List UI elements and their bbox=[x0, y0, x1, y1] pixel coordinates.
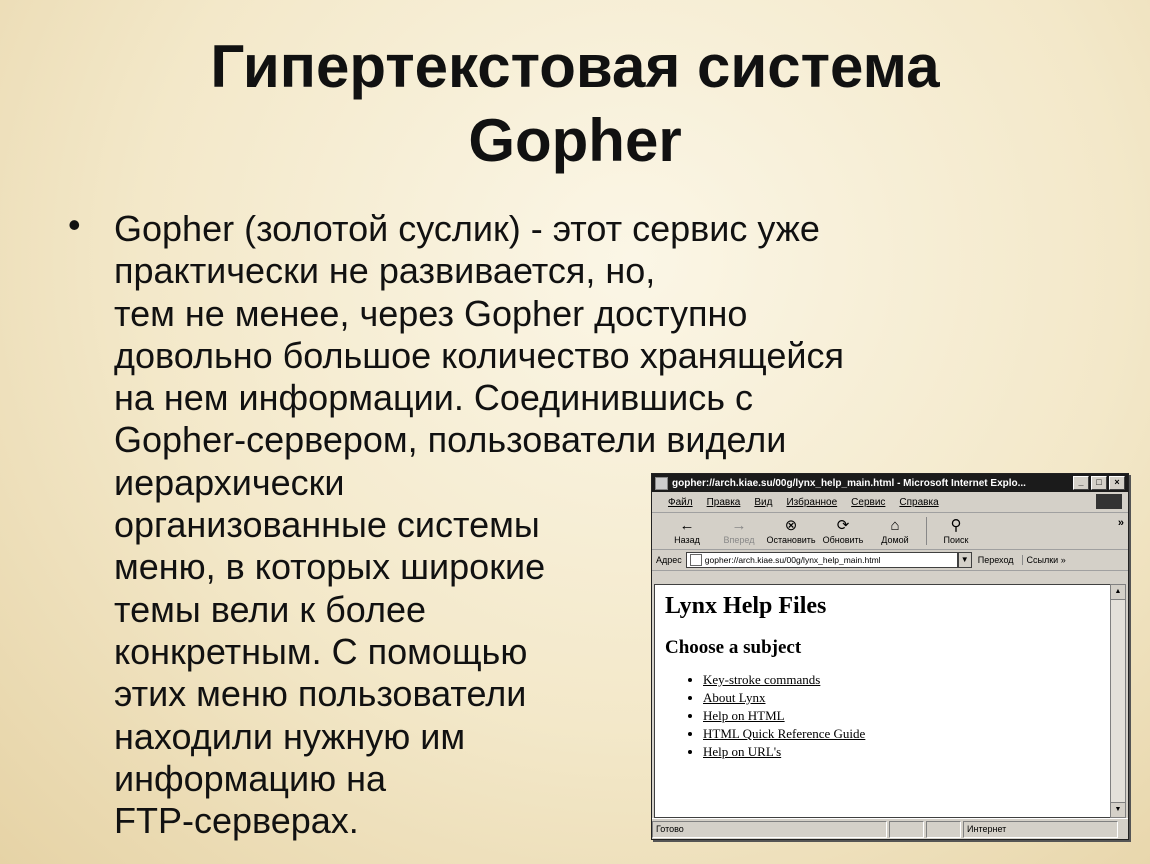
body-line: находили нужную им bbox=[114, 715, 466, 757]
status-bar bbox=[652, 818, 1128, 839]
slide-title bbox=[0, 30, 1150, 178]
address-label: Адрес bbox=[656, 555, 682, 565]
list-item bbox=[703, 725, 865, 743]
list-item bbox=[703, 707, 865, 725]
browser-menubar bbox=[652, 492, 1128, 513]
body-line: информацию на bbox=[114, 757, 387, 799]
body-line: на нем информации. Соединившись с bbox=[114, 377, 754, 419]
maximize-button[interactable]: □ bbox=[1091, 476, 1107, 490]
address-dropdown-icon[interactable]: ▼ bbox=[958, 552, 972, 568]
bullet-marker: • bbox=[68, 204, 81, 245]
address-value: gopher://arch.kiae.su/00g/lynx_help_main.html bbox=[704, 555, 881, 565]
address-bar bbox=[652, 550, 1128, 571]
help-link[interactable]: Help on URL's bbox=[703, 744, 782, 759]
forward-label: Вперед bbox=[723, 534, 755, 545]
menu-view[interactable]: Вид bbox=[754, 496, 773, 508]
stop-button[interactable] bbox=[766, 518, 816, 545]
forward-arrow-icon: → bbox=[731, 516, 747, 534]
body-line: иерархически bbox=[114, 461, 345, 503]
browser-window-title: gopher://arch.kiae.su/00g/lynx_help_main.html - Microsoft Internet Explo... bbox=[672, 477, 1026, 489]
back-button[interactable] bbox=[662, 518, 712, 545]
menu-help[interactable]: Справка bbox=[899, 496, 939, 508]
page-subheading: Choose a subject bbox=[665, 637, 802, 658]
scroll-down-icon[interactable]: ▼ bbox=[1111, 802, 1125, 817]
vertical-scrollbar[interactable] bbox=[1110, 584, 1126, 818]
help-link[interactable]: About Lynx bbox=[703, 690, 766, 705]
menu-edit[interactable]: Правка bbox=[706, 496, 741, 508]
help-link[interactable]: Key-stroke commands bbox=[703, 672, 821, 687]
slide-title-line-2: Gopher bbox=[468, 107, 682, 174]
status-cell bbox=[889, 821, 924, 838]
body-line: FTP-серверах. bbox=[114, 800, 359, 842]
links-button[interactable]: Ссылки » bbox=[1022, 555, 1066, 565]
body-line: Gopher (золотой суслик) - этот сервис уже bbox=[114, 208, 820, 249]
ie-page-icon bbox=[655, 477, 668, 490]
toolbar-more-chevron-icon[interactable]: » bbox=[1117, 517, 1124, 529]
page-content bbox=[654, 584, 1112, 818]
browser-titlebar bbox=[652, 474, 1128, 492]
page-icon bbox=[690, 554, 702, 566]
stop-label: Остановить bbox=[766, 534, 816, 545]
body-line: тем не менее, через Gopher доступно bbox=[114, 292, 748, 334]
browser-screenshot bbox=[651, 473, 1129, 840]
go-button[interactable]: Переход bbox=[977, 555, 1014, 565]
body-line: конкретным. С помощью bbox=[114, 630, 528, 672]
menu-tools[interactable]: Сервис bbox=[851, 496, 886, 508]
status-zone bbox=[963, 821, 1118, 838]
internet-zone-label: Интернет bbox=[967, 824, 1007, 834]
refresh-label: Обновить bbox=[822, 534, 864, 545]
slide-title-line-1: Гипертекстовая система bbox=[210, 33, 940, 100]
list-item bbox=[703, 689, 865, 707]
toolbar-divider bbox=[926, 517, 927, 545]
search-label: Поиск bbox=[943, 534, 969, 545]
home-label: Домой bbox=[881, 534, 909, 545]
search-icon: ⚲ bbox=[950, 516, 962, 534]
back-arrow-icon: ← bbox=[679, 516, 695, 534]
address-input[interactable] bbox=[686, 552, 958, 568]
list-item bbox=[703, 671, 865, 689]
minimize-button[interactable]: _ bbox=[1073, 476, 1089, 490]
status-cell bbox=[926, 821, 961, 838]
status-text bbox=[652, 821, 887, 838]
list-item bbox=[703, 743, 865, 761]
help-link[interactable]: Help on HTML bbox=[703, 708, 785, 723]
menu-file[interactable]: Файл bbox=[668, 496, 693, 508]
body-line: довольно большое количество хранящейся bbox=[114, 334, 844, 376]
body-line: практически не развивается, но, bbox=[114, 250, 656, 292]
refresh-button[interactable] bbox=[818, 518, 868, 545]
refresh-icon: ⟳ bbox=[836, 516, 850, 534]
scroll-up-icon[interactable]: ▲ bbox=[1111, 585, 1125, 600]
body-line: организованные системы bbox=[114, 504, 540, 546]
page-heading: Lynx Help Files bbox=[665, 593, 827, 619]
body-line: Gopher-сервером, пользователи видели bbox=[114, 419, 787, 461]
body-line: темы вели к более bbox=[114, 588, 427, 630]
body-line: этих меню пользователи bbox=[114, 673, 527, 715]
close-button[interactable]: × bbox=[1109, 476, 1125, 490]
help-link[interactable]: HTML Quick Reference Guide bbox=[703, 726, 866, 741]
body-line: меню, в которых широкие bbox=[114, 546, 546, 588]
browser-toolbar bbox=[652, 513, 1128, 550]
forward-button[interactable] bbox=[714, 518, 764, 545]
menu-favorites[interactable]: Избранное bbox=[786, 496, 838, 508]
back-label: Назад bbox=[674, 534, 700, 545]
home-icon: ⌂ bbox=[890, 516, 900, 534]
home-button[interactable] bbox=[870, 518, 920, 545]
search-button[interactable] bbox=[931, 518, 981, 545]
status-ready: Готово bbox=[656, 824, 684, 834]
help-link-list bbox=[661, 671, 865, 761]
stop-icon: ⊗ bbox=[784, 516, 798, 534]
windows-logo-icon bbox=[1096, 494, 1122, 509]
